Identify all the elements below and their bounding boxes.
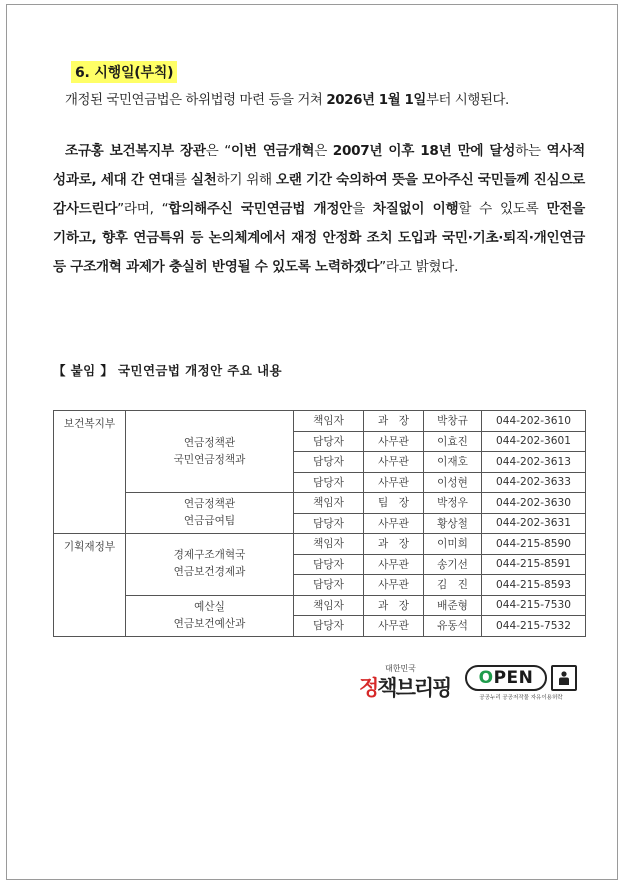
quote-part: 만전을 기하고, 향후 연금특위 등 논의체계에서 재정 안정화 조치 도입과 국민·기초·퇴직·개인연금 등 구조개혁 과제가 충실히 반영될 수 있도록 노력하겠다 bbox=[53, 201, 585, 275]
title-cell: 사무관 bbox=[364, 472, 424, 493]
footer-logos bbox=[359, 663, 577, 703]
dept-line: 경제구조개혁국 bbox=[173, 549, 246, 562]
name-cell: 이미희 bbox=[424, 534, 482, 555]
section-body bbox=[65, 89, 585, 108]
role-cell: 책임자 bbox=[294, 493, 364, 514]
effective-date: 2026년 1월 1일 bbox=[326, 93, 426, 108]
kogl-open-mark bbox=[465, 665, 577, 691]
dept-line: 연금급여팀 bbox=[183, 515, 236, 527]
quote-part: 를 bbox=[173, 172, 191, 188]
phone-cell: 044-202-3633 bbox=[482, 472, 586, 493]
document-page bbox=[6, 4, 618, 880]
dept-line: 국민연금정책과 bbox=[173, 453, 246, 466]
quote-part: 차질없이 이행 bbox=[372, 201, 459, 217]
open-letter-o: O bbox=[478, 668, 494, 688]
title-cell: 사무관 bbox=[364, 431, 424, 452]
role-cell: 책임자 bbox=[294, 595, 364, 616]
name-cell: 박창규 bbox=[424, 411, 482, 432]
body-start: 개정된 국민연금법은 하위법령 마련 등을 거쳐 bbox=[65, 93, 327, 108]
dept-line: 연금정책관 bbox=[183, 436, 236, 449]
role-cell: 담당자 bbox=[294, 472, 364, 493]
phone-cell: 044-215-7530 bbox=[482, 595, 586, 616]
contact-table bbox=[53, 410, 586, 637]
title-cell: 팀 장 bbox=[364, 493, 424, 514]
quote-part: ”라며, “ bbox=[117, 201, 169, 217]
kogl-caption: 공공누리 공공저작물 자유이용허락 bbox=[479, 695, 563, 701]
quote-part: 은 “ bbox=[205, 143, 232, 159]
name-cell: 송기선 bbox=[424, 554, 482, 575]
quote-part: 을 bbox=[352, 201, 373, 217]
role-cell: 담당자 bbox=[294, 513, 364, 534]
dept-cell bbox=[126, 534, 294, 596]
table-row bbox=[54, 534, 586, 555]
quote-part: 역사적 성과로, 세대 간 연대 bbox=[53, 143, 586, 188]
annex-title: 【 붙임 】 국민연금법 개정안 주요 내용 bbox=[53, 363, 282, 378]
role-cell: 담당자 bbox=[294, 431, 364, 452]
attribution-icon bbox=[551, 665, 577, 691]
name-cell: 배준형 bbox=[424, 595, 482, 616]
briefing-logo-text bbox=[359, 672, 450, 702]
quote-part: 2007년 이후 18년 만에 달성 bbox=[332, 143, 516, 159]
dept-line: 연금보건예산과 bbox=[173, 617, 246, 630]
role-cell: 담당자 bbox=[294, 554, 364, 575]
dept-line: 연금보건경제과 bbox=[173, 566, 246, 579]
open-badge bbox=[465, 665, 547, 691]
phone-cell: 044-215-7532 bbox=[482, 616, 586, 637]
dept-cell bbox=[126, 595, 294, 636]
name-cell: 박정우 bbox=[424, 493, 482, 514]
title-cell: 사무관 bbox=[364, 452, 424, 473]
name-cell: 유동석 bbox=[424, 616, 482, 637]
dept-cell bbox=[126, 493, 294, 534]
quote-part: 은 bbox=[314, 143, 333, 159]
quote-part: 할 수 있도록 bbox=[458, 201, 547, 217]
name-cell: 이성현 bbox=[424, 472, 482, 493]
phone-cell: 044-202-3630 bbox=[482, 493, 586, 514]
phone-cell: 044-215-8590 bbox=[482, 534, 586, 555]
body-end: 부터 시행된다. bbox=[425, 93, 509, 108]
quote-part: 조규홍 보건복지부 장관 bbox=[65, 143, 206, 159]
dept-line: 연금정책관 bbox=[183, 498, 236, 510]
title-cell: 사무관 bbox=[364, 513, 424, 534]
quote-part: 오랜 기간 숙의하여 뜻을 모아주신 국민들께 진심으로 감사드린다 bbox=[53, 172, 585, 217]
policy-briefing-logo bbox=[359, 663, 451, 703]
phone-cell: 044-202-3631 bbox=[482, 513, 586, 534]
role-cell: 담당자 bbox=[294, 616, 364, 637]
table-row bbox=[54, 595, 586, 616]
dept-cell bbox=[126, 411, 294, 493]
briefing-logo-top: 대한민국 bbox=[385, 664, 416, 673]
minister-quote bbox=[53, 137, 585, 282]
title-cell: 사무관 bbox=[364, 616, 424, 637]
phone-cell: 044-215-8591 bbox=[482, 554, 586, 575]
person-icon bbox=[556, 670, 572, 686]
title-cell: 과 장 bbox=[364, 534, 424, 555]
section-title: 6. 시행일(부칙) bbox=[71, 61, 177, 83]
name-cell: 황상철 bbox=[424, 513, 482, 534]
quote-part: 하는 bbox=[515, 143, 547, 159]
quote-part: 이번 연금개혁 bbox=[231, 143, 315, 159]
name-cell: 김 진 bbox=[424, 575, 482, 596]
role-cell: 담당자 bbox=[294, 452, 364, 473]
phone-cell: 044-202-3610 bbox=[482, 411, 586, 432]
kogl-open-logo bbox=[465, 665, 577, 701]
title-cell: 사무관 bbox=[364, 575, 424, 596]
title-cell: 과 장 bbox=[364, 411, 424, 432]
ministry-cell: 기획재정부 bbox=[54, 534, 126, 637]
ministry-cell: 보건복지부 bbox=[54, 411, 126, 534]
title-cell: 사무관 bbox=[364, 554, 424, 575]
quote-part: 하기 위해 bbox=[216, 172, 276, 188]
phone-cell: 044-202-3601 bbox=[482, 431, 586, 452]
quote-part: 합의해주신 국민연금법 개정안 bbox=[168, 201, 353, 217]
role-cell: 책임자 bbox=[294, 534, 364, 555]
title-cell: 과 장 bbox=[364, 595, 424, 616]
quote-part: ”라고 밝혔다. bbox=[379, 259, 459, 275]
briefing-logo-rest: 책브리핑 bbox=[377, 676, 451, 700]
quote-part: 실천 bbox=[190, 172, 217, 188]
briefing-logo-accent: 정 bbox=[359, 676, 378, 700]
name-cell: 이효진 bbox=[424, 431, 482, 452]
name-cell: 이재호 bbox=[424, 452, 482, 473]
role-cell: 책임자 bbox=[294, 411, 364, 432]
phone-cell: 044-215-8593 bbox=[482, 575, 586, 596]
role-cell: 담당자 bbox=[294, 575, 364, 596]
phone-cell: 044-202-3613 bbox=[482, 452, 586, 473]
open-text: PEN bbox=[493, 668, 534, 688]
table-row bbox=[54, 493, 586, 514]
dept-line: 예산실 bbox=[194, 600, 225, 613]
table-row bbox=[54, 411, 586, 432]
